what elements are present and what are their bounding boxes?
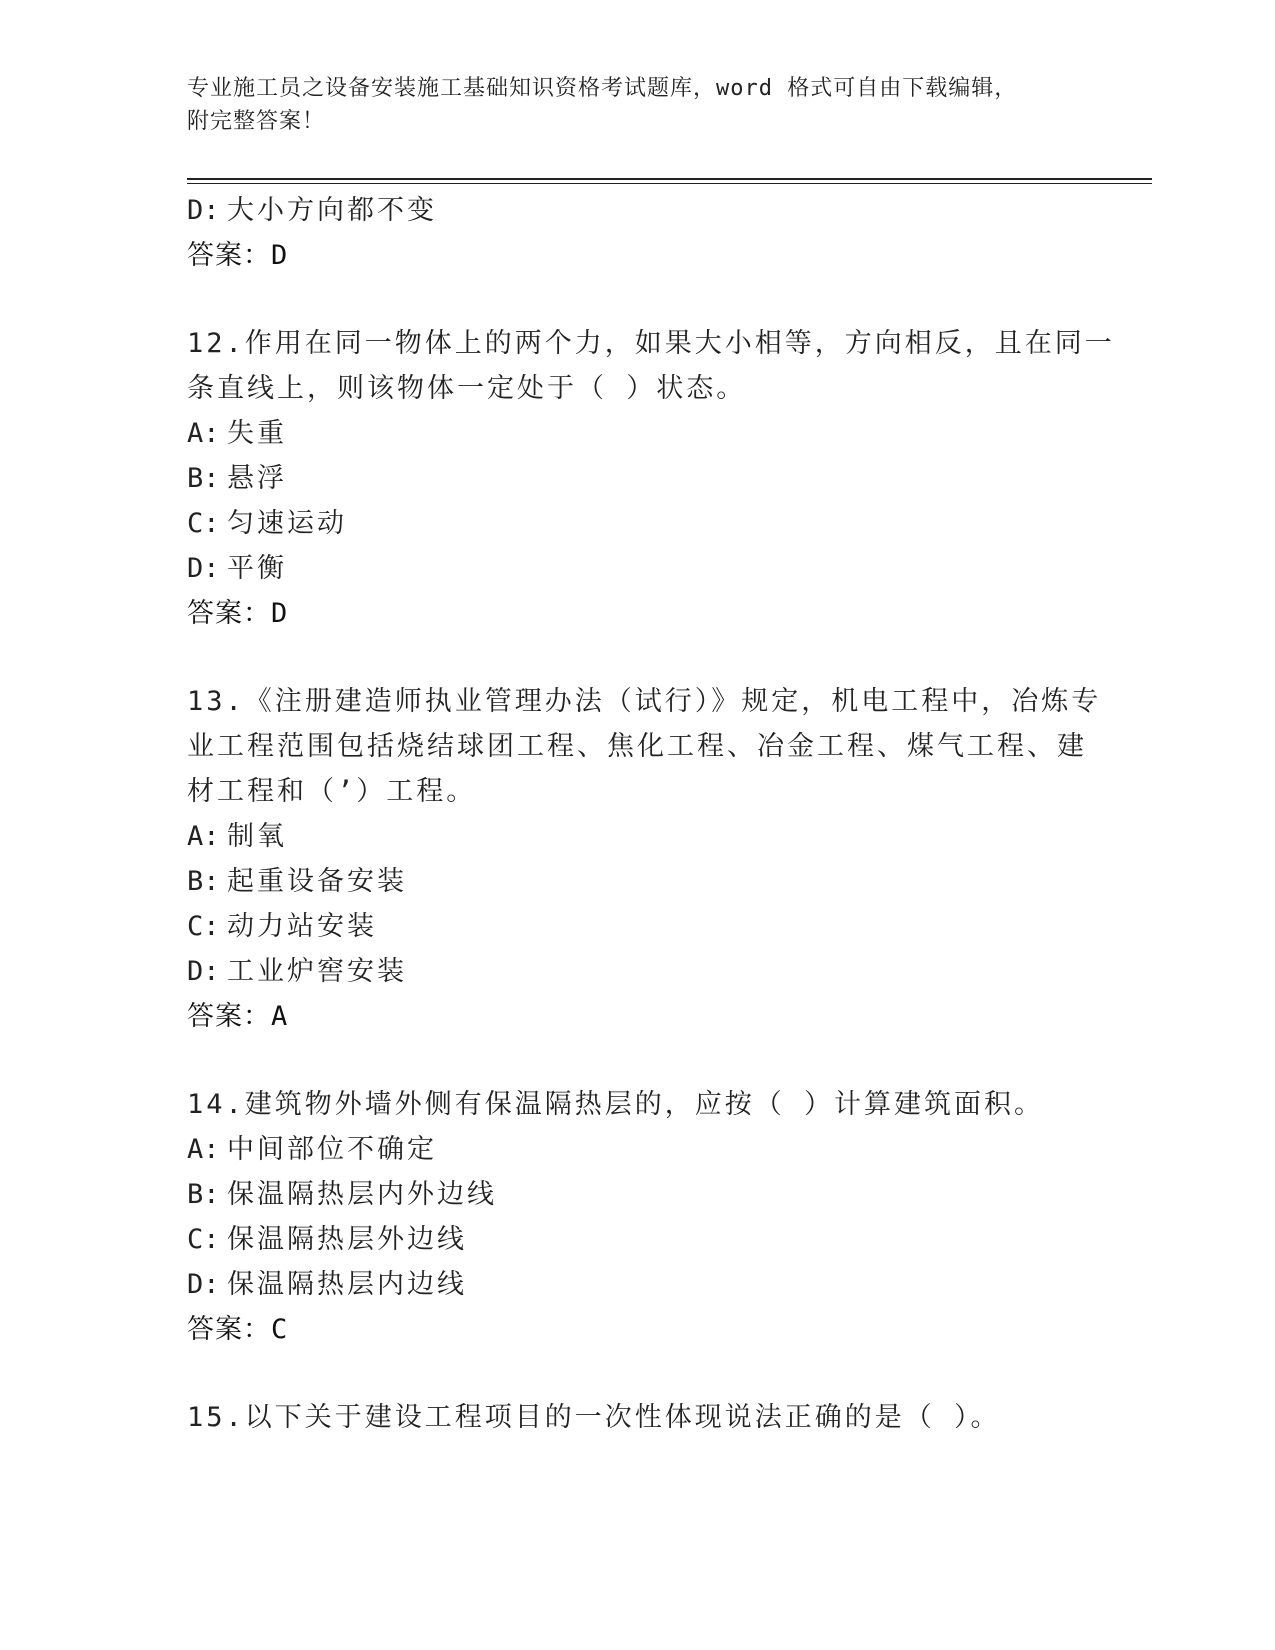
header-line-2: 附完整答案！ (187, 109, 326, 134)
option-letter: A: (187, 821, 220, 852)
option-letter: C: (187, 508, 220, 539)
header-line-1: 专业施工员之设备安装施工基础知识资格考试题库，word 格式可自由下载编辑， (187, 76, 1018, 101)
answer-value: D (271, 240, 289, 271)
question-14 (187, 1082, 1087, 1352)
question-number: 12. (187, 328, 245, 359)
option-d (187, 546, 1087, 591)
option-letter: B: (187, 463, 220, 494)
option-a (187, 814, 1087, 859)
option-b (187, 859, 1087, 904)
question-stem-line (187, 321, 1115, 366)
question-stem-line: 业工程范围包括烧结球团工程、焦化工程、冶金工程、煤气工程、建 (187, 731, 1087, 762)
option-text: 工业炉窖安装 (227, 956, 407, 987)
option-a (187, 411, 1087, 456)
option-letter: A: (187, 1134, 220, 1165)
option-letter: D: (187, 1269, 220, 1300)
option-c (187, 1217, 1087, 1262)
answer (187, 994, 1087, 1039)
option-d (187, 1262, 1087, 1307)
option-text: 起重设备安装 (227, 866, 407, 897)
option-d (187, 949, 1087, 994)
option-b (187, 1172, 1087, 1217)
option-text: 悬浮 (227, 463, 287, 494)
answer-label: 答案： (187, 1001, 271, 1032)
answer-label: 答案： (187, 598, 271, 629)
question-number: 14. (187, 1089, 245, 1120)
option-text: 保温隔热层外边线 (227, 1224, 467, 1255)
option-letter: B: (187, 1179, 220, 1210)
option-letter: D: (187, 956, 220, 987)
question-text: 建筑物外墙外侧有保温隔热层的，应按（ ）计算建筑面积。 (244, 1089, 1045, 1120)
option-c (187, 904, 1087, 949)
question-13 (187, 679, 1102, 1039)
document-header (187, 72, 1087, 138)
question-number: 15. (187, 1402, 245, 1433)
option-letter: C: (187, 1224, 220, 1255)
question-number: 13. (187, 686, 245, 717)
option-letter: B: (187, 866, 220, 897)
question-stem-line: 材工程和（’）工程。 (187, 776, 477, 807)
prev-question-option-d (187, 188, 1087, 233)
option-a (187, 1127, 1087, 1172)
option-text: 动力站安装 (227, 911, 377, 942)
answer-label: 答案： (187, 240, 271, 271)
question-text: 以下关于建设工程项目的一次性体现说法正确的是（ ）。 (244, 1402, 1001, 1433)
question-15 (187, 1395, 1087, 1440)
option-letter: A: (187, 418, 220, 449)
question-text: 《注册建造师执业管理办法（试行）》规定，机电工程中，冶炼专 (244, 686, 1102, 717)
answer-value: A (271, 1001, 289, 1032)
header-divider-thick (187, 178, 1152, 180)
option-text: 失重 (227, 418, 287, 449)
option-text: 匀速运动 (227, 508, 347, 539)
answer-label: 答案： (187, 1314, 271, 1345)
question-stem-line (187, 679, 1102, 724)
question-stem-line (187, 1395, 1087, 1440)
option-text: 保温隔热层内外边线 (227, 1179, 497, 1210)
option-text: 制氧 (227, 821, 287, 852)
answer-value: D (271, 598, 289, 629)
question-text: 作用在同一物体上的两个力，如果大小相等，方向相反，且在同一 (244, 328, 1115, 359)
answer (187, 1307, 1087, 1352)
option-text: 保温隔热层内边线 (227, 1269, 467, 1300)
question-stem-line (187, 1082, 1087, 1127)
option-text: 中间部位不确定 (227, 1134, 437, 1165)
prev-question-answer (187, 233, 1087, 278)
option-text: 平衡 (227, 553, 287, 584)
answer-value: C (271, 1314, 289, 1345)
question-12 (187, 321, 1115, 636)
option-letter: D: (187, 553, 220, 584)
option-text: 大小方向都不变 (227, 195, 437, 226)
option-b (187, 456, 1087, 501)
option-letter: D: (187, 195, 220, 226)
header-divider-thin (187, 183, 1152, 184)
option-c (187, 501, 1087, 546)
answer (187, 591, 1087, 636)
question-content (187, 188, 1115, 1440)
option-letter: C: (187, 911, 220, 942)
question-stem-line: 条直线上，则该物体一定处于（ ）状态。 (187, 373, 747, 404)
